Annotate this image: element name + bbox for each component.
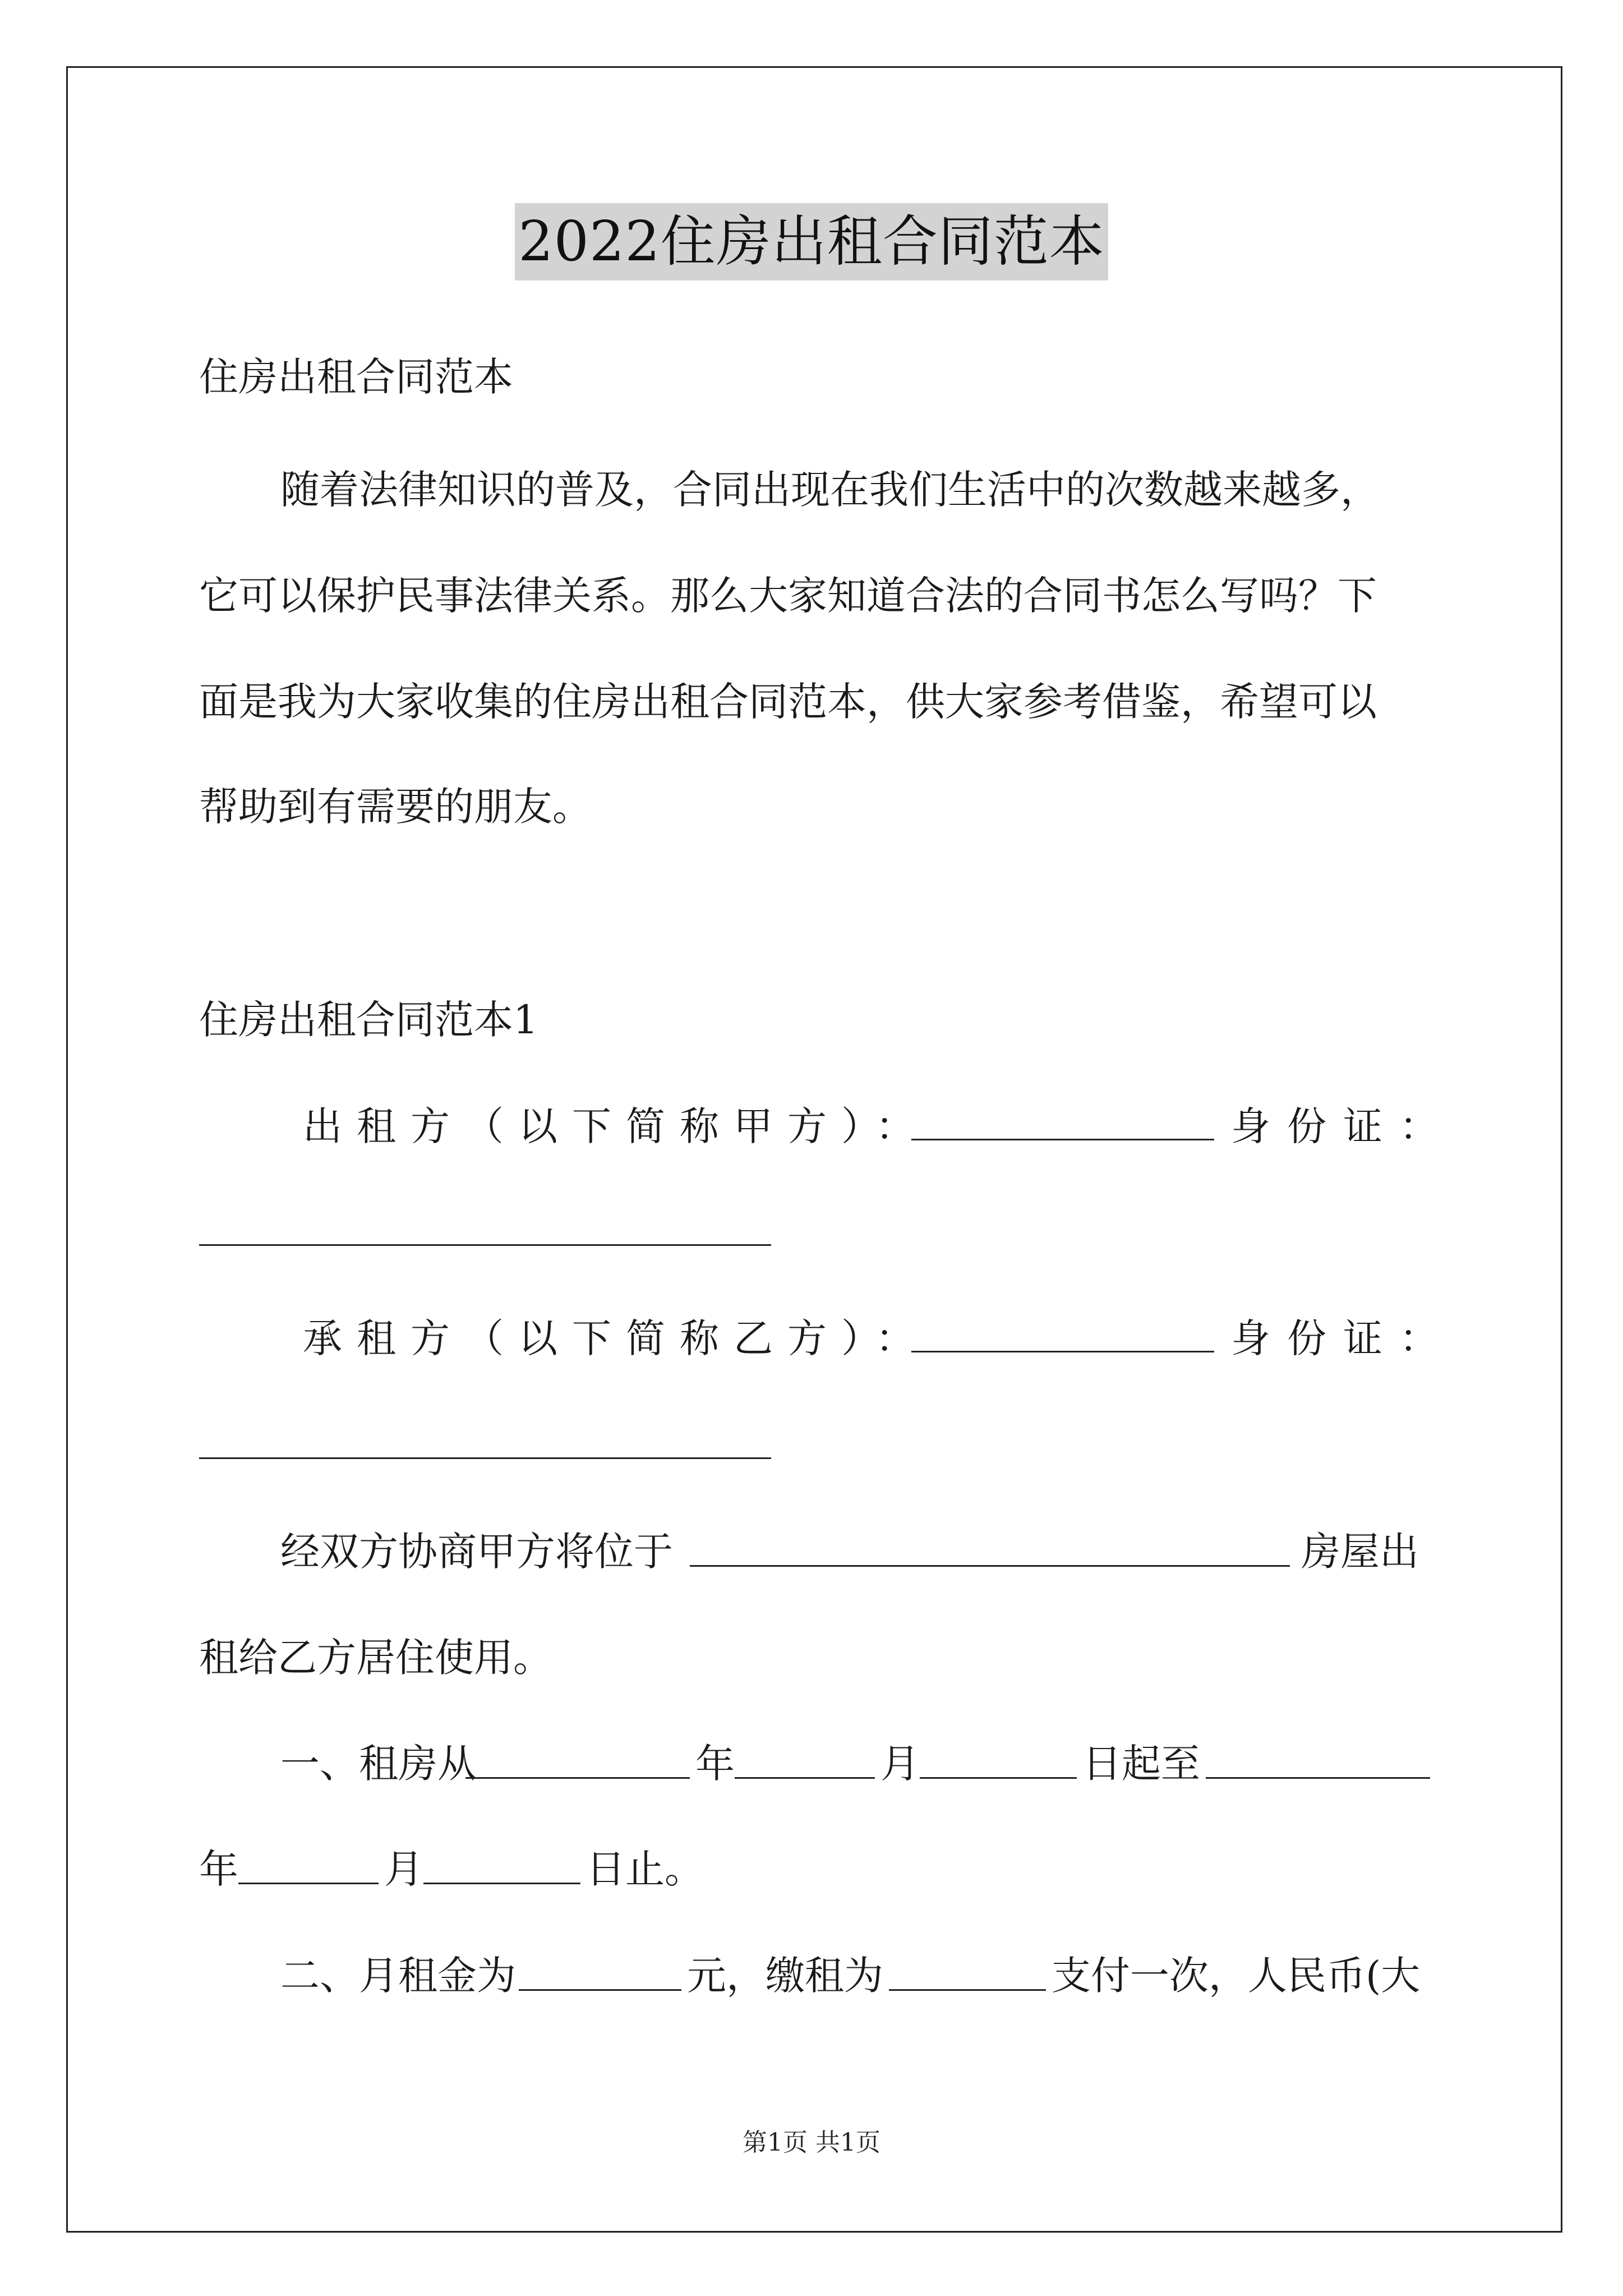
clause1-part5: 年 (199, 1846, 238, 1892)
clause2-part1: 二、月租金为 (280, 1953, 516, 1999)
clause1-part7: 日止。 (586, 1846, 704, 1892)
document-subtitle: 住房出租合同范本 (199, 354, 513, 400)
clause1-end-year-blank (1206, 1777, 1430, 1779)
location-continuation: 租给乙方居住使用。 (199, 1635, 552, 1681)
clause1-start-day-blank (920, 1777, 1077, 1779)
clause1-start-month-blank (735, 1777, 875, 1779)
clause2-rent-blank (519, 1989, 681, 1991)
clause1-end-month-blank (238, 1883, 379, 1884)
lessor-id-label: 身份证： (1231, 1103, 1455, 1149)
clause2-period-blank (889, 1989, 1046, 1991)
document-title: 2022住房出租合同范本 (515, 203, 1108, 280)
clause1-part2: 年 (695, 1741, 735, 1787)
lessor-label: 出租方（以下简称甲方）： (303, 1103, 929, 1149)
lessee-name-blank (911, 1351, 1214, 1352)
lessee-label: 承租方（以下简称乙方）： (303, 1315, 929, 1361)
clause1-part4: 日起至 (1082, 1741, 1200, 1787)
clause1-part3: 月 (880, 1741, 920, 1787)
lessee-id-label: 身份证： (1231, 1315, 1455, 1361)
clause2-part2: 元，缴租为 (687, 1953, 883, 1999)
clause1-part1: 一、租房从 (280, 1741, 477, 1787)
clause2-part3: 支付一次，人民币(大 (1052, 1953, 1421, 1999)
intro-line-1: 随着法律知识的普及，合同出现在我们生活中的次数越来越多， (280, 467, 1380, 513)
intro-line-3: 面是我为大家收集的住房出租合同范本，供大家参考借鉴，希望可以 (199, 679, 1377, 725)
location-prefix: 经双方协商甲方将位于 (280, 1529, 673, 1575)
lessee-id-blank (199, 1457, 771, 1459)
clause1-part6: 月 (384, 1846, 423, 1892)
lessor-id-blank (199, 1244, 771, 1246)
clause1-start-year-blank (465, 1777, 690, 1779)
section-heading: 住房出租合同范本1 (199, 997, 538, 1043)
location-suffix: 房屋出 (1301, 1529, 1419, 1575)
lessor-name-blank (911, 1139, 1214, 1140)
page-footer: 第1页 共1页 (743, 2128, 880, 2157)
clause1-end-day-blank (423, 1883, 580, 1884)
intro-line-2: 它可以保护民事法律关系。那么大家知道合法的合同书怎么写吗？下 (199, 573, 1377, 619)
title-container (0, 203, 1623, 280)
intro-line-4: 帮助到有需要的朋友。 (199, 784, 592, 830)
location-blank (690, 1565, 1290, 1567)
